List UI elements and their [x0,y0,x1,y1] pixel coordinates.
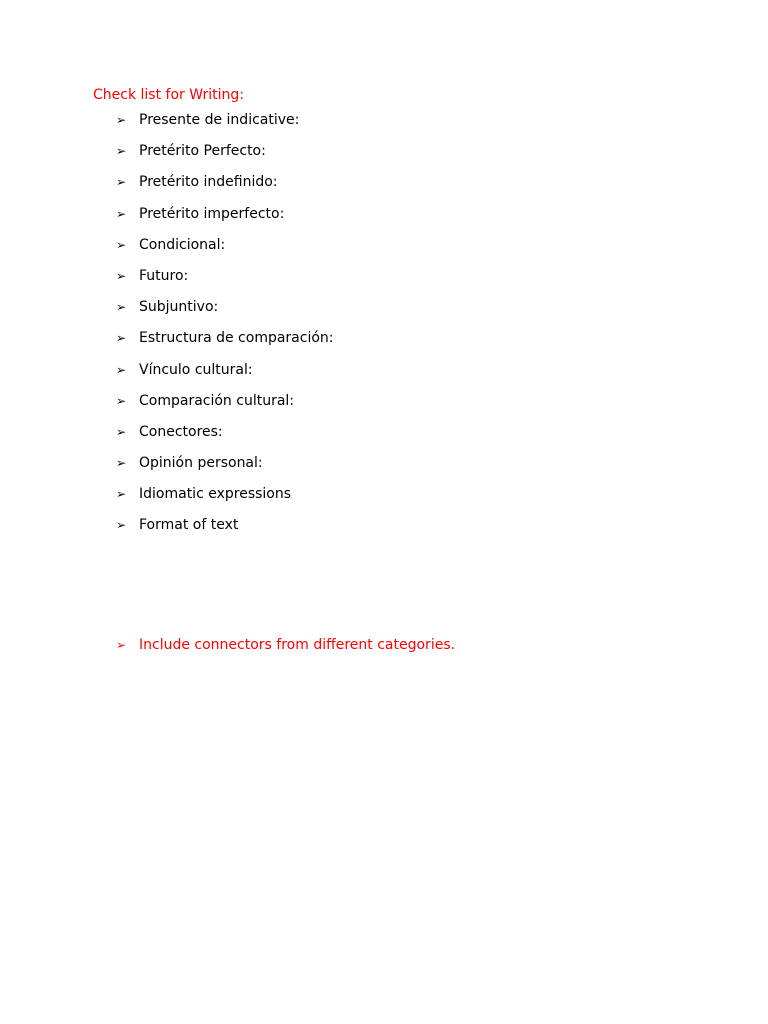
checklist-item-label: Conectores: [139,423,223,440]
checklist-item [0,236,768,267]
checklist-item-label: Futuro: [139,267,189,284]
checklist-heading: Check list for Writing: [93,87,244,103]
arrowhead-bullet-icon: ➢ [116,424,127,439]
checklist-item-label: Pretérito indefinido: [139,174,278,191]
checklist-item-label: Format of text [139,517,239,534]
checklist-item-label: Idiomatic expressions [139,486,292,503]
checklist-item-label: Vínculo cultural: [139,361,253,378]
checklist-item [0,361,768,392]
checklist-item [0,267,768,298]
checklist-item [0,329,768,360]
checklist-item [0,298,768,329]
arrowhead-bullet-icon: ➢ [116,487,127,502]
arrowhead-bullet-icon: ➢ [116,456,127,471]
checklist-item-label: Pretérito imperfecto: [139,205,285,222]
note-text: Include connectors from different categories. [139,637,456,653]
checklist-item [0,485,768,516]
arrowhead-bullet-icon: ➢ [116,113,127,127]
arrowhead-bullet-icon: ➢ [116,144,127,159]
checklist-item [0,205,768,236]
checklist-item-label: Subjuntivo: [139,299,219,316]
checklist-item [0,423,768,454]
checklist [0,111,768,548]
arrowhead-bullet-icon: ➢ [116,362,127,377]
checklist-item-label: Condicional: [139,236,226,253]
checklist-item [0,392,768,423]
arrowhead-bullet-icon: ➢ [116,300,127,315]
arrowhead-bullet-icon: ➢ [116,206,127,221]
arrowhead-bullet-icon: ➢ [116,268,127,283]
checklist-item [0,173,768,204]
arrowhead-bullet-icon: ➢ [116,331,127,346]
arrowhead-bullet-icon: ➢ [116,237,127,252]
arrowhead-bullet-icon: ➢ [116,175,127,190]
checklist-item [0,454,768,485]
note-item [0,636,768,656]
checklist-item-label: Comparación cultural: [139,392,295,409]
checklist-item-label: Estructura de comparación: [139,330,334,347]
arrowhead-bullet-icon: ➢ [116,638,127,652]
checklist-item-label: Presente de indicative: [139,112,300,128]
arrowhead-bullet-icon: ➢ [116,518,127,533]
checklist-item [0,142,768,173]
arrowhead-bullet-icon: ➢ [116,393,127,408]
checklist-item [0,111,768,142]
checklist-item [0,516,768,547]
checklist-item-label: Pretérito Perfecto: [139,143,266,160]
checklist-item-label: Opinión personal: [139,455,263,472]
